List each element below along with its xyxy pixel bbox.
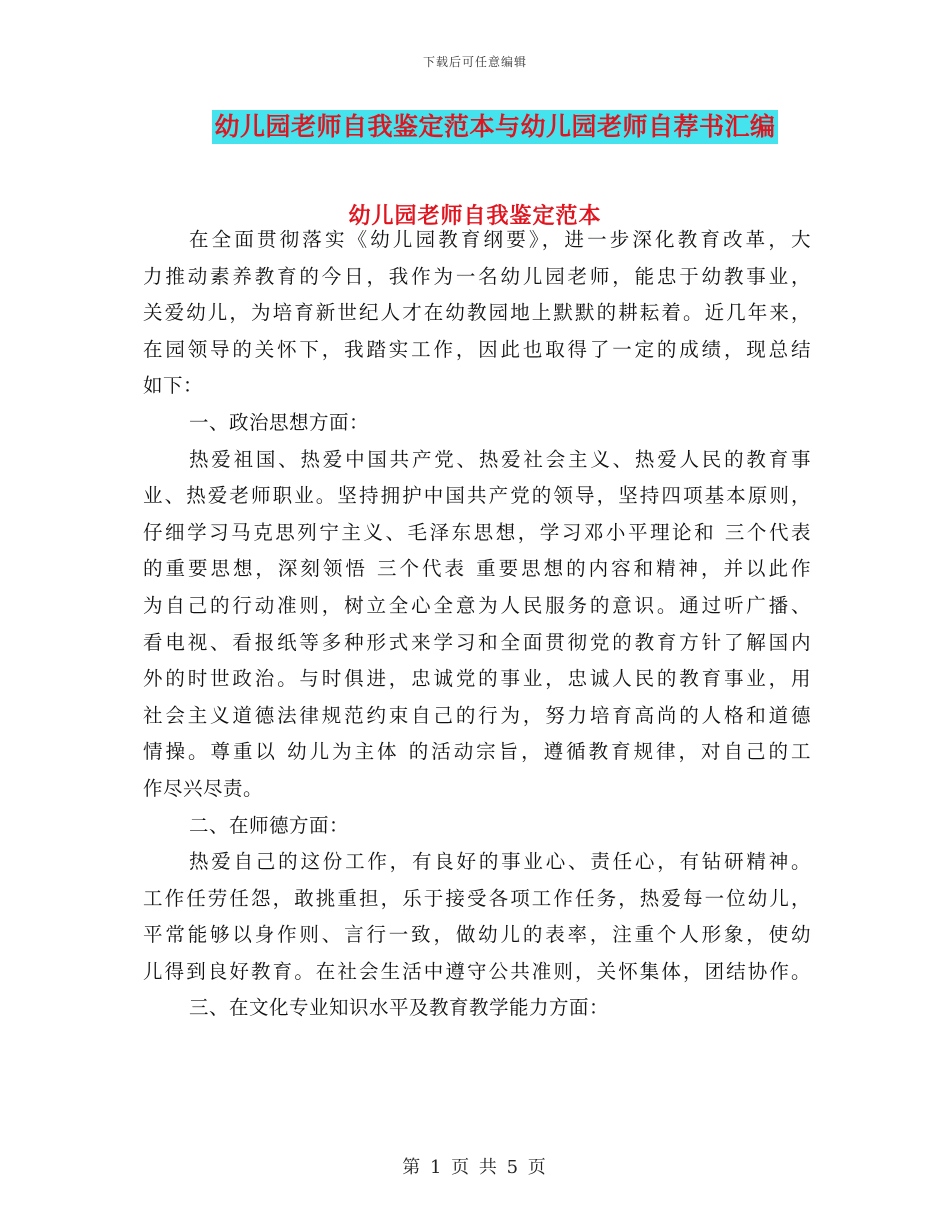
body-line: 社会主义道德法律规范约束自己的行为，努力培育高尚的人格和道德 (143, 703, 811, 727)
section-heading-ethics: 二、在师德方面： (189, 813, 350, 837)
body-line: 平常能够以身作则、言行一致，做幼儿的表率，注重个人形象，使幼 (143, 923, 811, 947)
body-line: 业、热爱老师职业。坚持拥护中国共产党的领导，坚持四项基本原则， (143, 484, 811, 508)
body-line: 热爱祖国、热爱中国共产党、热爱社会主义、热爱人民的教育事 (189, 447, 811, 471)
body-line: 在全面贯彻落实《幼儿园教育纲要》，进一步深化教育改革，大 (189, 228, 811, 251)
body-line: 为自己的行动准则，树立全心全意为人民服务的意识。通过听广播、 (143, 593, 811, 617)
body-line: 的重要思想，深刻领悟 三个代表 重要思想的内容和精神，并以此作 (143, 557, 811, 581)
section-heading-culture: 三、在文化专业知识水平及教育教学能力方面： (189, 996, 610, 1020)
page-number-footer: 第 1 页 共 5 页 (402, 1157, 548, 1178)
body-line: 作尽兴尽责。 (143, 776, 264, 800)
body-line: 外的时世政治。与时俱进，忠诚党的事业，忠诚人民的教育事业，用 (143, 667, 811, 691)
body-line: 仔细学习马克思列宁主义、毛泽东思想，学习邓小平理论和 三个代表 (143, 520, 811, 544)
body-line: 儿得到良好教育。在社会生活中遵守公共准则，关怀集体，团结协作。 (143, 959, 811, 983)
body-line: 情操。尊重以 幼儿为主体 的活动宗旨，遵循教育规律，对自己的工 (143, 740, 811, 764)
section-heading-politics: 一、政治思想方面： (189, 410, 370, 434)
body-line: 看电视、看报纸等多种形式来学习和全面贯彻党的教育方针了解国内 (143, 630, 811, 654)
body-line: 热爱自己的这份工作，有良好的事业心、责任心，有钻研精神。 (189, 850, 811, 874)
document-title-container (0, 110, 950, 144)
section-title: 幼儿园老师自我鉴定范本 (348, 203, 602, 229)
body-line: 关爱幼儿，为培育新世纪人才在幼教园地上默默的耕耘着。近几年来， (143, 301, 811, 325)
page-header-note: 下载后可任意编辑 (422, 55, 527, 69)
body-line: 力推动素养教育的今日，我作为一名幼儿园老师，能忠于幼教事业， (143, 264, 811, 288)
body-line: 在园领导的关怀下，我踏实工作，因此也取得了一定的成绩，现总结 (143, 337, 811, 361)
document-title: 幼儿园老师自我鉴定范本与幼儿园老师自荐书汇编 (212, 110, 777, 144)
body-line: 工作任劳任怨，敢挑重担，乐于接受各项工作任务，热爱每一位幼儿， (143, 886, 811, 910)
body-line: 如下： (143, 374, 204, 398)
document-body (143, 222, 811, 1027)
